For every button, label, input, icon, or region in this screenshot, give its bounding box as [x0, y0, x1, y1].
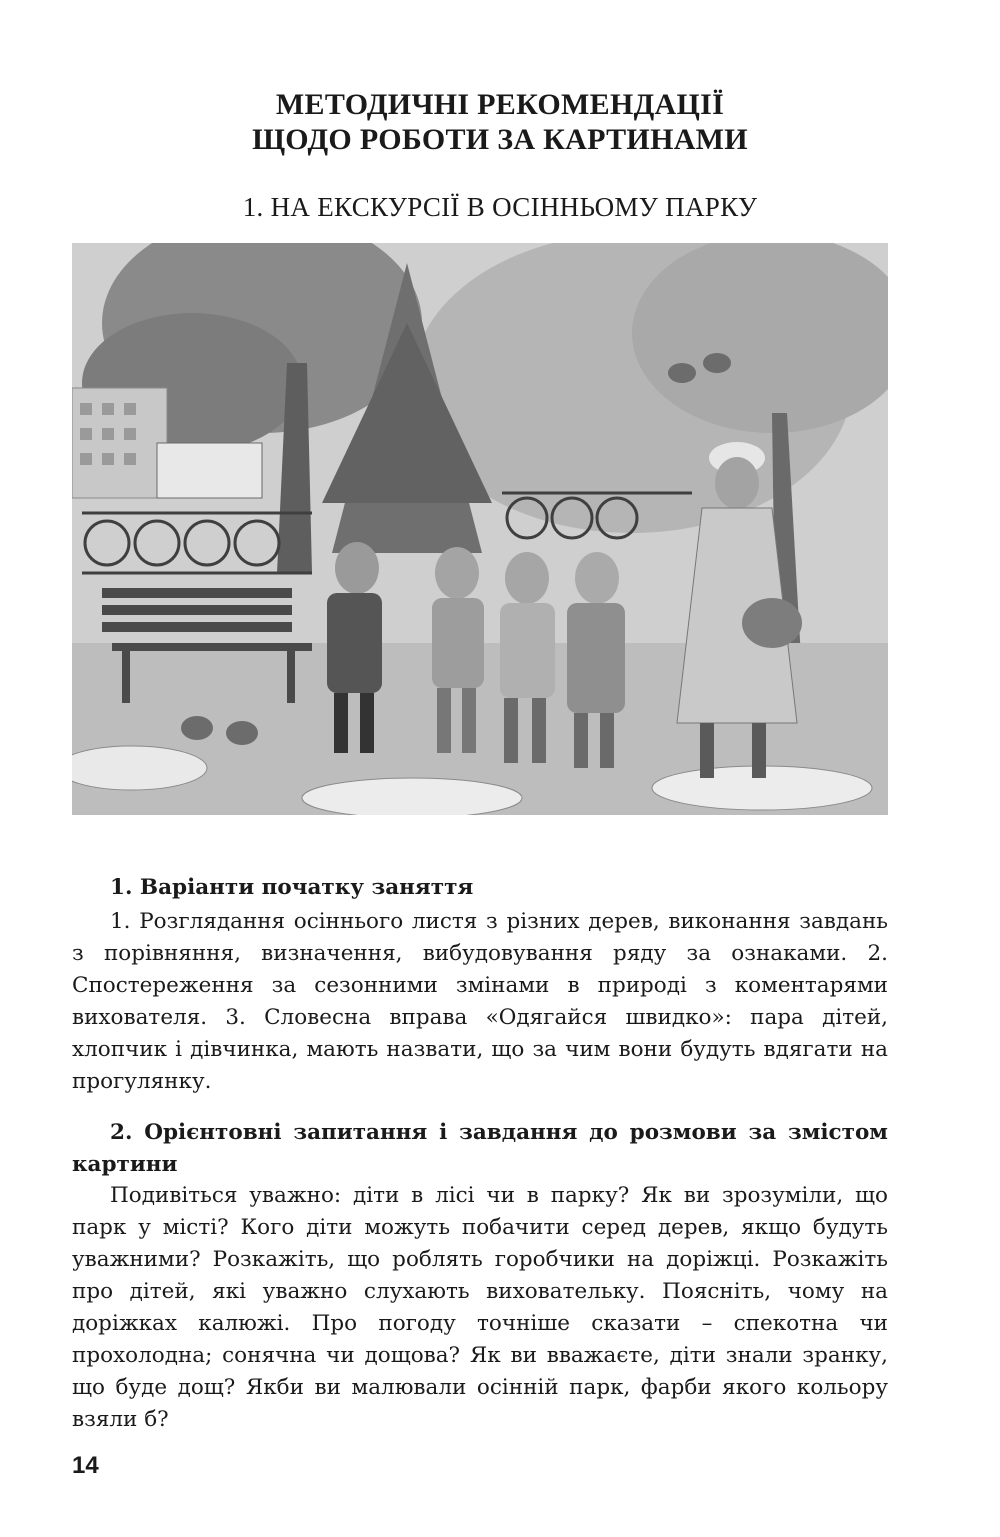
page-title-line-1: МЕТОДИЧНІ РЕКОМЕНДАЦІЇ: [275, 88, 725, 121]
section-1-paragraph: 1. Розглядання осіннього листя з різних дерев, виконання завдань з порівняння, визначення, вибудовування ряду за ознаками. 2. Спостереження за сезонними змінами в природі з коментарями вихователя. 3. Словесна вправа «Одягайся швидко»: пара дітей, хлопчик і дівчинка, мають назвати, що за чим вони будуть вдягати на прогулянку.: [72, 909, 888, 1094]
autumn-park-illustration: [72, 243, 888, 815]
page-title-line-2: ЩОДО РОБОТИ ЗА КАРТИНАМИ: [252, 123, 748, 156]
section-1-heading: 1. Варіанти початку заняття: [110, 875, 474, 900]
section-2-heading: 2. Орієнтовні запитання і завдання до розмови за змістом картини: [72, 1120, 888, 1177]
page-number: 14: [72, 1452, 99, 1479]
section-subtitle: 1. НА ЕКСКУРСІЇ В ОСІННЬОМУ ПАРКУ: [242, 192, 758, 222]
section-2-paragraph: Подивіться уважно: діти в лісі чи в парку? Як ви зрозуміли, що парк у місті? Кого діти можуть побачити серед дерев, якщо будуть уважними? Розкажіть, що роблять горобчики на доріжці. Розкажіть про дітей, які уважно слухають виховательку. Поясніть, чому на доріжках калюжі. Про погоду точніше сказати – спекотна чи прохолодна; сонячна чи дощова? Як ви вважаєте, діти знали зранку, що буде дощ? Якби ви малювали осінній парк, фарби якого кольору взяли б?: [72, 1183, 888, 1432]
